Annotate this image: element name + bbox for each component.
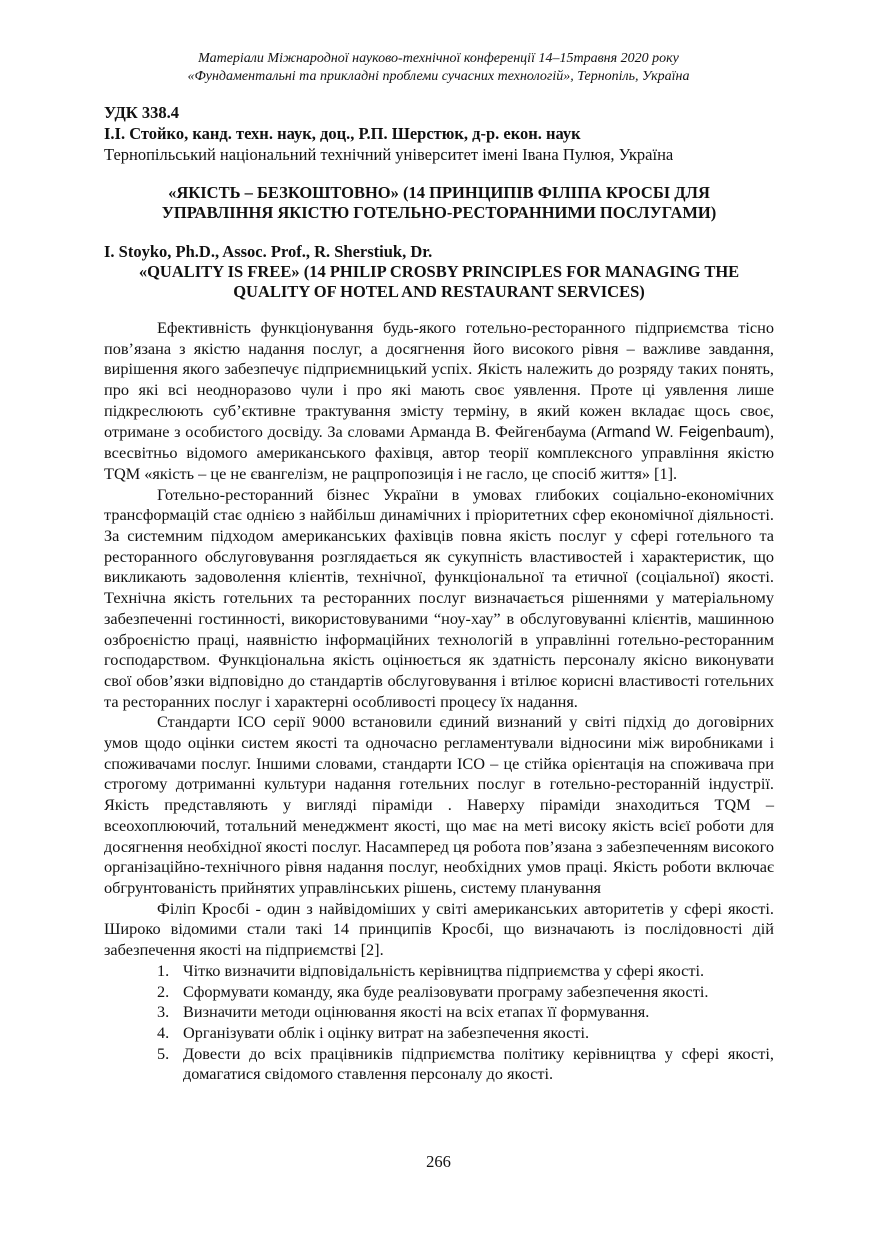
authors-english: I. Stoyko, Ph.D., Assoc. Prof., R. Sherstiuk, Dr. xyxy=(104,242,433,261)
list-item-number: 2. xyxy=(157,981,170,1001)
paragraph-iso-standards: Стандарти ІСО серії 9000 встановили єдиний визнаний у світі підхід до договірних умов щодо оцінки систем якості та одночасно регламентували відносини між виробниками і споживачами послуг. Іншими словами, стандарти ІСО – це стійка орієнтація на споживача при строгому дотриманні культури надання готельних послуг в готельно-ресторанній індустрії. Якість представляють у вигляді піраміди . Наверху піраміди знаходиться TQM – всеохоплюючий, тотальний менеджмент якості, що має на меті високу якість всієї роботи для досягнення необхідної якості послуг. Насамперед ця робота пов’язана з забезпеченням високого організаційно-технічного рівня надання послуг, необхідних умов праці. Якість роботи включає обгрунтованість прийнятих управлінських рішень, систему планування xyxy=(104,712,774,897)
title-ukrainian-line-2: УПРАВЛІННЯ ЯКІСТЮ ГОТЕЛЬНО-РЕСТОРАННИМИ ПОСЛУГАМИ) xyxy=(161,203,717,222)
list-item xyxy=(104,1023,774,1044)
title-english xyxy=(104,262,774,302)
paragraph-philip-crosby: Філіп Кросбі - один з найвідоміших у світі американських авторитетів у сфері якості. Широко відомими стали такі 14 принципів Кросбі, що визначають із послідовності дій забезпечення якості на підприємстві [2]. xyxy=(104,898,774,960)
crosby-principles-list xyxy=(104,961,774,1085)
list-item-text: Організувати облік і оцінку витрат на забезпечення якості. xyxy=(183,1022,590,1042)
title-ukrainian xyxy=(104,183,774,223)
title-ukrainian-line-1: «ЯКІСТЬ – БЕЗКОШТОВНО» (14 ПРИНЦИПІВ ФІЛІПА КРОСБІ ДЛЯ xyxy=(168,183,710,202)
list-item-number: 3. xyxy=(157,1002,170,1022)
feigenbaum-name: Armand W. Feigenbaum) xyxy=(596,423,770,441)
list-item-number: 4. xyxy=(157,1022,170,1042)
conference-header-line-1: Матеріали Міжнародної науково-технічної конференції 14–15травня 2020 року xyxy=(198,51,679,66)
conference-header xyxy=(100,50,777,86)
article-body xyxy=(104,318,774,1085)
list-item-number: 5. xyxy=(157,1043,170,1063)
title-english-line-1: «QUALITY IS FREE» (14 PHILIP CROSBY PRINCIPLES FOR MANAGING THE xyxy=(138,262,740,281)
list-item xyxy=(104,961,774,982)
list-item xyxy=(104,1044,774,1085)
list-item-text: Довести до всіх працівників підприємства політику керівництва у сфері якості, домагатися свідомого ставлення персоналу до якості. xyxy=(183,1043,774,1084)
conference-header-line-2: «Фундаментальні та прикладні проблеми сучасних технологій», Тернопіль, Україна xyxy=(187,69,690,84)
affiliation: Тернопільський національний технічний університет імені Івана Пулюя, Україна xyxy=(104,145,674,164)
page-number: 266 xyxy=(426,1152,451,1171)
list-item-text: Чітко визначити відповідальність керівництва підприємства у сфері якості. xyxy=(183,960,705,980)
list-item-text: Визначити методи оцінювання якості на всіх етапах її формування. xyxy=(183,1002,650,1022)
list-item xyxy=(104,1002,774,1023)
paragraph-1-text-start: Ефективність функціонування будь-якого готельно-ресторанного підприємства тісно пов’язана з якістю надання послуг, а досягнення його високого рівня – важливе завдання, вирішення якого забезпечує підприємницький успіх. Якість належить до розряду таких понять, про які всі неодноразово чули і про які мають своє уявлення. Проте ці уявлення лише підкреслюють суб’єктивне трактування змісту терміну, в який кожен вкладає щось своє, отримане з особистого досвіду. За словами Арманда В. Фейгенбаума ( xyxy=(104,318,774,441)
authors-ukrainian: І.І. Стойко, канд. техн. наук, доц., Р.П. Шерстюк, д-р. екон. наук xyxy=(104,124,581,143)
paragraph-1-text-end: , всесвітньо відомого американського фахівця, автор теорії комплексного управління якістю TQM «якість – це не євангелізм, не рацпропозиція і не гасло, це спосіб життя» [1]. xyxy=(104,421,775,483)
list-item xyxy=(104,982,774,1003)
list-item-text: Сформувати команду, яка буде реалізовувати програму забезпечення якості. xyxy=(183,981,709,1001)
paragraph-introduction xyxy=(104,318,774,485)
list-item-number: 1. xyxy=(157,960,170,980)
title-english-line-2: QUALITY OF HOTEL AND RESTAURANT SERVICES) xyxy=(233,282,645,301)
paragraph-hotel-business: Готельно-ресторанний бізнес України в умовах глибоких соціально-економічних трансформацій стає однією з найбільш динамічних і пріоритетних сфер економічної діяльності. За системним підходом американських фахівців повна якість послуг у сфері готельного та ресторанного обслуговування розглядається як сукупність властивостей і характеристик, що викликають задоволення клієнтів, технічної, функціональної та етичної (соціальної) якості. Технічна якість готельних та ресторанних послуг визначається рішеннями у матеріальному забезпеченні гостинності, використовуваними “ноу-хау” в обслуговуванні клієнтів, машинною озброєністю праці, наявністю інформаційних технологій в управлінні готельно-ресторанним господарством. Функціональна якість оцінюється як здатність персоналу якісно виконувати свої обов’язки відповідно до стандартів обслуговування і втілює корисні властивості готельних та ресторанних послуг і характерні особливості процесу їх надання. xyxy=(104,484,774,711)
udk-code: УДК 338.4 xyxy=(104,103,180,122)
